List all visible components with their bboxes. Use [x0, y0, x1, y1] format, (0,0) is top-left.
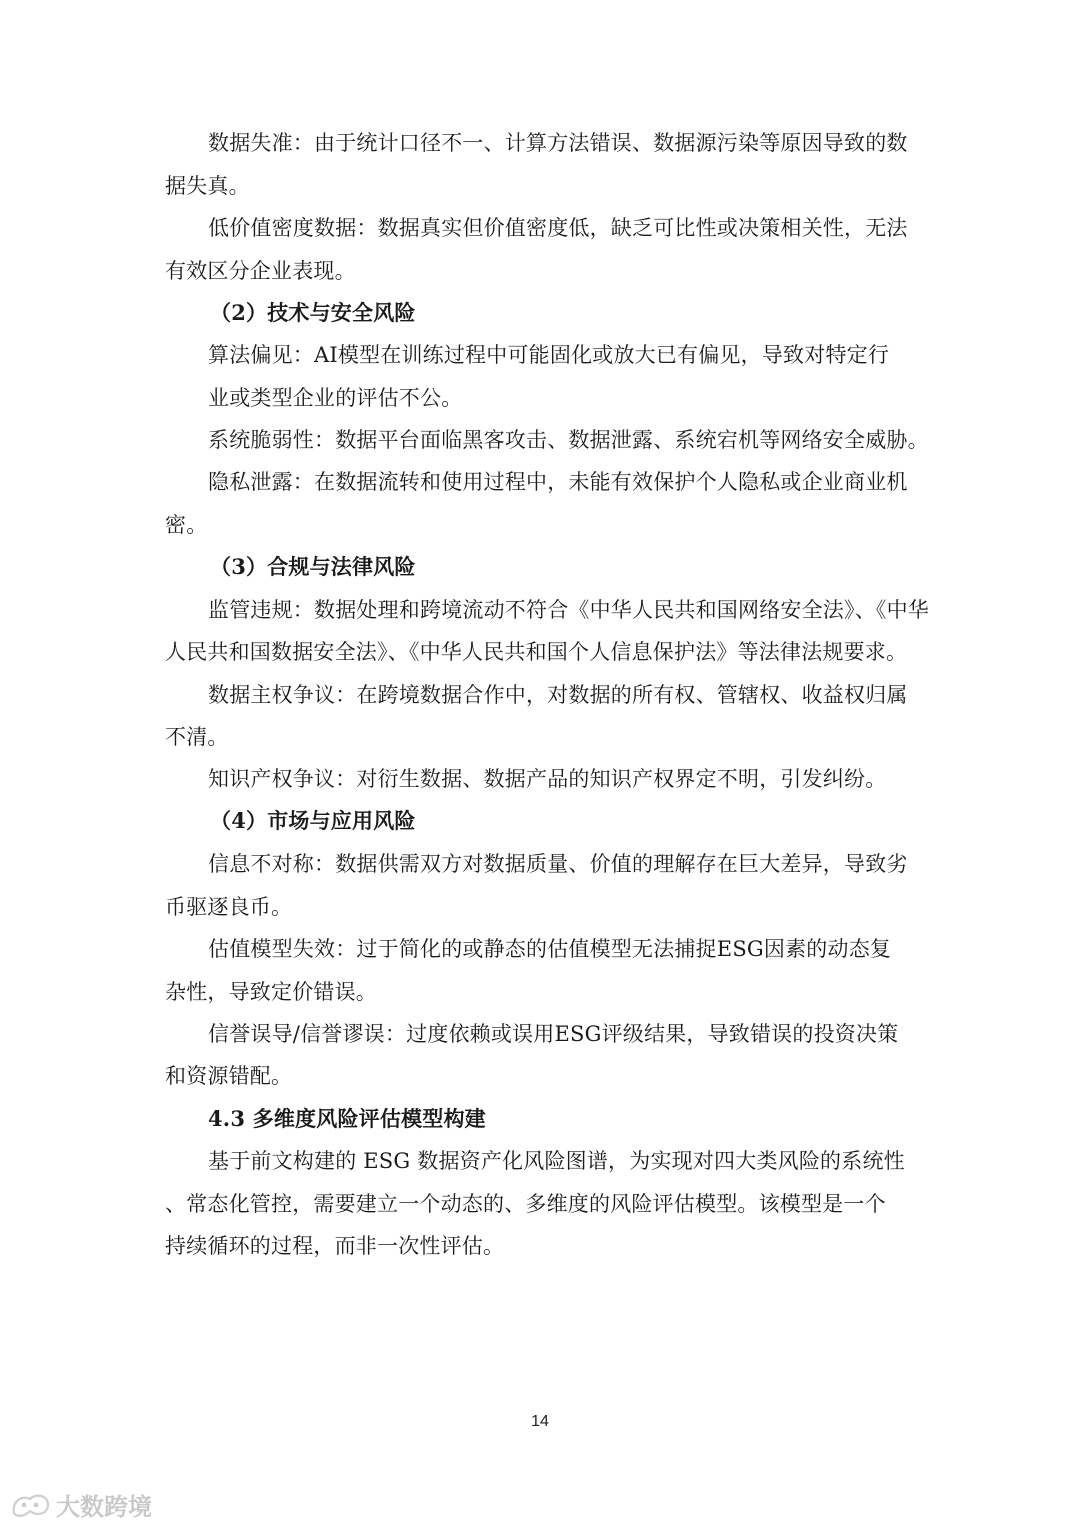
paragraph-line: 和资源错配。: [165, 1064, 293, 1088]
paragraph-line: 持续循环的过程，而非一次性评估。: [165, 1234, 505, 1258]
paragraph-line: 知识产权争议：对衍生数据、数据产品的知识产权界定不明，引发纠纷。: [208, 767, 887, 791]
watermark: [10, 1487, 152, 1522]
paragraph-line: 杂性，导致定价错误。: [165, 980, 377, 1004]
watermark-logo-icon: [10, 1491, 52, 1519]
paragraph-line: 不清。: [165, 725, 229, 749]
paragraph-line: 监管违规：数据处理和跨境流动不符合《中华人民共和国网络安全法》、《中华: [208, 598, 929, 622]
watermark-text: 大数跨境: [56, 1493, 152, 1521]
paragraph-line: 信息不对称：数据供需双方对数据质量、价值的理解存在巨大差异，导致劣: [208, 852, 908, 876]
paragraph-line: 基于前文构建的 ESG 数据资产化风险图谱，为实现对四大类风险的系统性: [208, 1149, 905, 1173]
paragraph-line: 信誉误导/信誉谬误：过度依赖或误用ESG评级结果，导致错误的投资决策: [208, 1022, 899, 1046]
paragraph-line: 有效区分企业表现。: [165, 259, 356, 283]
paragraph-line: 低价值密度数据：数据真实但价值密度低，缺乏可比性或决策相关性，无法: [208, 216, 908, 240]
section-heading: （4）市场与应用风险: [210, 808, 416, 833]
paragraph-line: 数据失准：由于统计口径不一、计算方法错误、数据源污染等原因导致的数: [208, 131, 908, 155]
section-heading: （3）合规与法律风险: [210, 554, 416, 579]
section-heading: （2）技术与安全风险: [210, 300, 416, 325]
paragraph-line: 系统脆弱性：数据平台面临黑客攻击、数据泄露、系统宕机等网络安全威胁。: [208, 428, 929, 452]
paragraph-line: 、常态化管控，需要建立一个动态的、多维度的风险评估模型。该模型是一个: [165, 1192, 886, 1216]
page-number: 14: [531, 1413, 549, 1430]
paragraph-line: 隐私泄露：在数据流转和使用过程中，未能有效保护个人隐私或企业商业机: [208, 470, 908, 494]
paragraph-line: 人民共和国数据安全法》、《中华人民共和国个人信息保护法》等法律法规要求。: [165, 640, 908, 664]
paragraph-line: 密。: [165, 513, 208, 537]
paragraph-line: 估值模型失效：过于简化的或静态的估值模型无法捕捉ESG因素的动态复: [208, 937, 892, 961]
paragraph-line: 据失真。: [165, 174, 250, 198]
section-heading: 4.3 多维度风险评估模型构建: [208, 1106, 486, 1131]
paragraph-line: 业或类型企业的评估不公。: [208, 386, 463, 410]
paragraph-line: 币驱逐良币。: [165, 895, 293, 919]
paragraph-line: 数据主权争议：在跨境数据合作中，对数据的所有权、管辖权、收益权归属: [208, 683, 908, 707]
paragraph-line: 算法偏见：AI模型在训练过程中可能固化或放大已有偏见，导致对特定行: [208, 343, 890, 367]
